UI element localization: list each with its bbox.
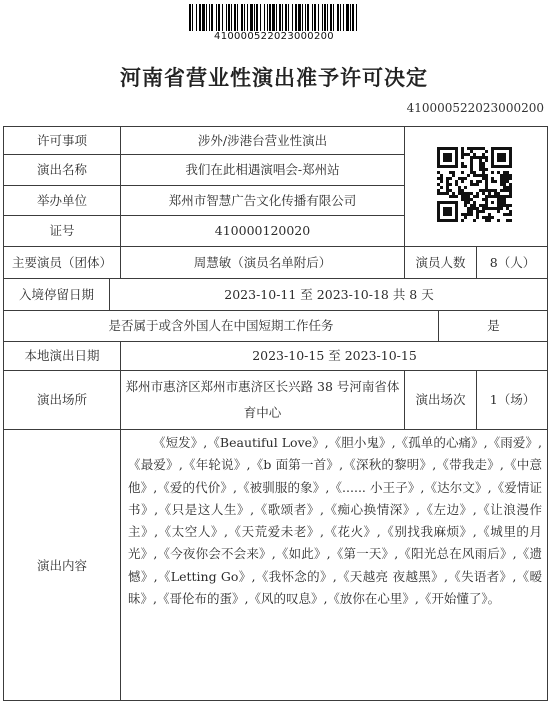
value-main-performers: 周慧敏（演员名单附后） bbox=[193, 254, 332, 270]
value-organizer: 郑州市智慧广告文化传播有限公司 bbox=[168, 193, 357, 209]
label-performer-count: 演员人数 bbox=[415, 254, 466, 270]
label-stay-period: 入境停留日期 bbox=[18, 286, 94, 302]
label-show-name: 演出名称 bbox=[36, 162, 87, 178]
label-permit-item: 许可事项 bbox=[36, 133, 87, 149]
label-content: 演出内容 bbox=[36, 557, 87, 573]
label-venue: 演出场所 bbox=[36, 392, 87, 408]
label-main-performers: 主要演员（团体） bbox=[11, 254, 112, 270]
barcode-icon bbox=[189, 4, 357, 31]
value-permit-item: 涉外/涉港台营业性演出 bbox=[197, 133, 328, 149]
qr-code-icon bbox=[437, 147, 512, 222]
label-organizer: 举办单位 bbox=[36, 193, 87, 209]
value-venue: 郑州市惠济区郑州市惠济区长兴路 38 号河南省体育中心 bbox=[125, 379, 400, 420]
value-stay-period: 2023-10-11 至 2023-10-18 共 8 天 bbox=[224, 286, 434, 302]
label-sessions: 演出场次 bbox=[415, 392, 466, 408]
value-show-name: 我们在此相遇演唱会-郑州站 bbox=[185, 162, 340, 178]
value-foreign-short-term: 是 bbox=[487, 318, 500, 334]
value-content: 《短发》,《Beautiful Love》,《胆小鬼》,《孤单的心痛》,《雨爱》,《最爱》,《年轮说》,《b 面第一首》,《深秋的黎明》,《带我走》,《中意他》,《爱的代价》,《被驯服的象》,《...... 小王子》,《达尔文》,《爱情证书》,《只是这人生》,《歌颂者》,《痴心换情深》,《左边》,《让浪漫作主》,《太空人》,《天荒爱未老》,《花火》,《别找我麻烦》,《城里的月光》,《今夜你会不会来》,《如此》,《第一天》,《阳光总在风雨后》,《遗憾》,《Letting Go》,《我怀念的》,《天越亮 夜越黑》,《失语者》,《暧昧》,《哥伦布的蛋》,《风的叹息》,《放你在心里》,《开始懂了》。 bbox=[128, 435, 542, 607]
value-local-show-dates: 2023-10-15 至 2023-10-15 bbox=[252, 348, 417, 364]
document-number: 410000522023000200 bbox=[406, 101, 544, 115]
page-title: 河南省营业性演出准予许可决定 bbox=[120, 65, 428, 90]
permit-table bbox=[0, 126, 548, 701]
barcode-number: 410000522023000200 bbox=[214, 31, 334, 42]
value-sessions: 1（场） bbox=[489, 392, 536, 408]
label-foreign-short-term: 是否属于或含外国人在中国短期工作任务 bbox=[108, 318, 334, 334]
label-local-show-dates: 本地演出日期 bbox=[24, 348, 100, 364]
value-performer-count: 8（人） bbox=[489, 254, 536, 270]
label-cert-no: 证号 bbox=[49, 223, 75, 239]
value-cert-no: 410000120020 bbox=[214, 223, 311, 239]
